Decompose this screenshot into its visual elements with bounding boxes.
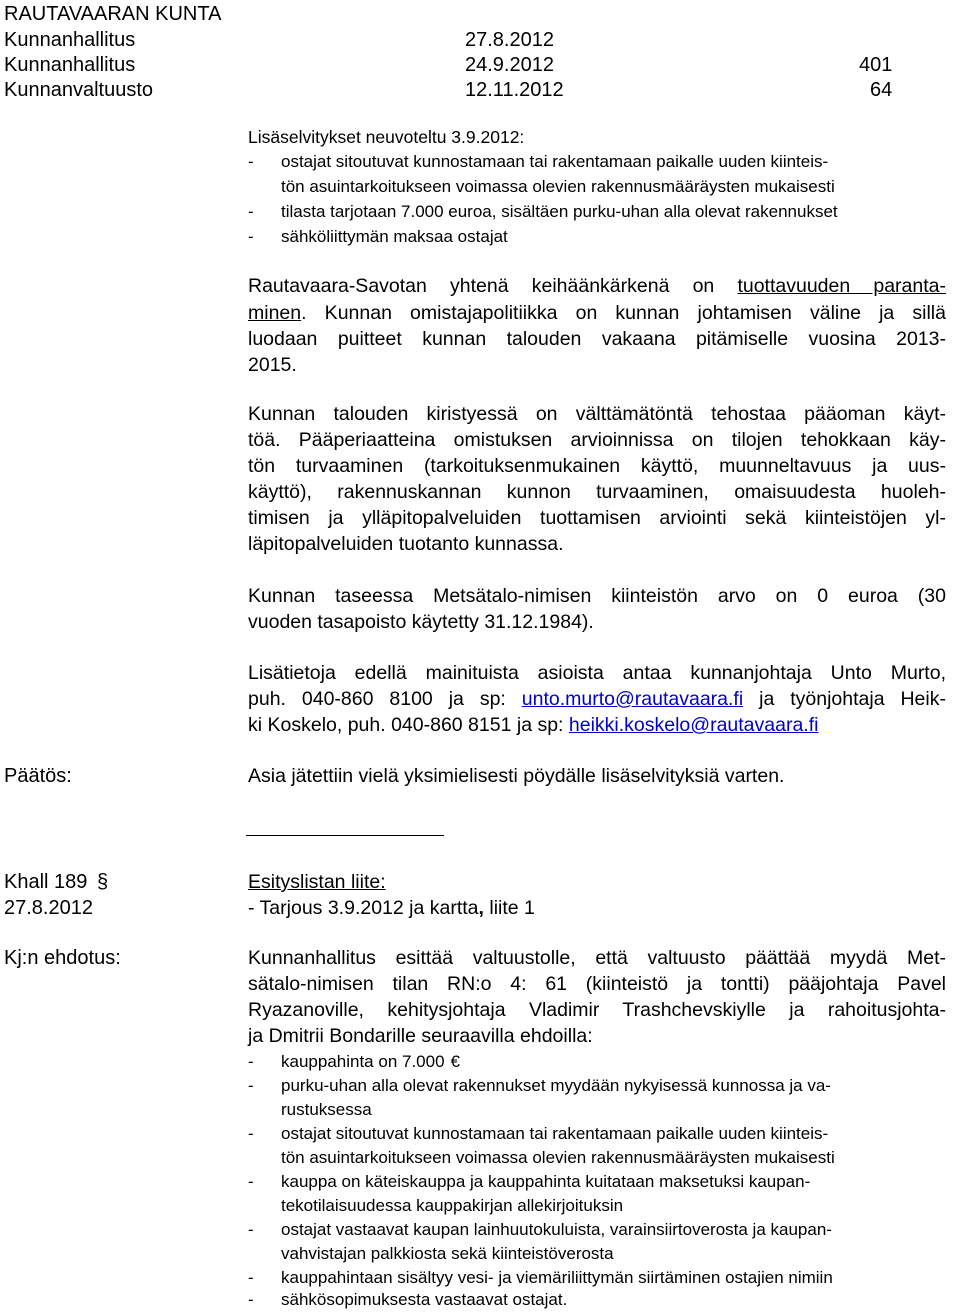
paragraph-line: Kunnan taseessa Metsätalo-nimisen kiinteistön arvo on 0 euroa (30 (248, 585, 946, 607)
list-bullet: - (248, 1124, 254, 1143)
paragraph-line: käyttö), rakennuskannan kunnon turvaaminen, omaisuudesta huoleh- (248, 481, 946, 503)
proposal-label: Kj:n ehdotus: (4, 947, 121, 969)
paragraph-line: Lisätietoja edellä mainituista asioista antaa kunnanjohtaja Unto Murto, (248, 662, 946, 684)
list-item-line: vahvistajan palkkiosta sekä kiinteistöverosta (281, 1244, 614, 1263)
list-bullet: - (248, 1220, 254, 1239)
list-item-line: tön asuintarkoitukseen voimassa olevien rakennusmääräysten mukaisesti (281, 177, 835, 196)
paragraph-line: töä. Pääperiaatteina omistuksen arvioinnissa on tilojen tehokkaan käy- (248, 429, 946, 451)
paragraph-line: ja Dmitrii Bondarille seuraavilla ehdoilla: (248, 1025, 593, 1047)
attachments-title: Esityslistan liite: (248, 871, 386, 893)
separator-line (246, 835, 444, 836)
khall-label (4, 871, 108, 894)
text: . Kunnan omistajapolitiikka on kunnan johtamisen väline ja sillä (301, 302, 946, 324)
list-item-line: kauppa on käteiskauppa ja kauppahinta kuitataan maksetuksi kaupan- (281, 1172, 811, 1191)
text: Rautavaara-Savotan yhtenä keihäänkärkenä on (248, 275, 715, 297)
header-date: 12.11.2012 (465, 79, 564, 101)
paragraph-line: vuoden tasapoisto käytetty 31.12.1984). (248, 611, 594, 633)
email-link-heikki-koskelo[interactable]: heikki.koskelo@rautavaara.fi (568, 714, 819, 736)
paragraph-line: 2015. (248, 354, 297, 376)
paragraph-line: timisen ja ylläpitopalveluiden tuottamisen arviointi sekä kiinteistöjen yl- (248, 507, 946, 529)
list-item-line: rustuksessa (281, 1100, 372, 1119)
paragraph-line: läpitopalveluiden tuotanto kunnassa. (248, 533, 564, 555)
text: - Tarjous 3.9.2012 ja kartta (248, 897, 479, 919)
list-item-line: ostajat vastaavat kaupan lainhuutokuluista, varainsiirtoverosta ja kaupan- (281, 1220, 832, 1239)
list-item-line: purku-uhan alla olevat rakennukset myydään nykyisessä kunnossa ja va- (281, 1076, 831, 1095)
list-bullet: - (248, 1268, 254, 1287)
text: liite 1 (483, 897, 535, 919)
euro-icon: € (450, 1052, 461, 1071)
paragraph-line: Kunnanhallitus esittää valtuustolle, että valtuusto päättää myydä Met- (248, 947, 946, 969)
header-section-number: 401 (859, 54, 893, 76)
header-date: 24.9.2012 (465, 54, 554, 76)
list-item-line: ostajat sitoutuvat kunnostamaan tai rakentamaan paikalle uuden kiinteis- (281, 152, 829, 171)
decision-text: Asia jätettiin vielä yksimielisesti pöydälle lisäselvityksiä varten. (248, 765, 785, 787)
paragraph-line: luodaan puitteet kunnan talouden vakaana pitämiselle vuosina 2013- (248, 328, 946, 350)
decision-label: Päätös: (4, 765, 72, 787)
list-bullet: - (248, 1172, 254, 1191)
list-item-line: tön asuintarkoitukseen voimassa olevien rakennusmääräysten mukaisesti (281, 1148, 835, 1167)
paragraph-line: tön turvaaminen (tarkoituksenmukainen käyttö, muunneltavuus ja uus- (248, 455, 946, 477)
paragraph-line: Ryazanoville, kehitysjohtaja Vladimir Trashchevskiylle ja rahoitusjohta- (248, 999, 946, 1021)
list-item-line: tekotilaisuudessa kauppakirjan allekirjoituksin (281, 1196, 624, 1215)
productivity-term: tuottavuuden paranta- (737, 275, 946, 297)
list-item-line: sähköliittymän maksaa ostajat (281, 227, 508, 246)
section-sign-icon: § (96, 871, 109, 893)
paragraph-line (248, 275, 946, 298)
list-bullet: - (248, 152, 254, 171)
organization-name: RAUTAVAARAN KUNTA (4, 3, 222, 25)
list-bullet: - (248, 227, 254, 246)
list-item-line: tilasta tarjotaan 7.000 euroa, sisältäen purku-uhan alla olevat rakennukset (281, 202, 838, 221)
list-bullet: - (248, 202, 254, 221)
paragraph-line: sätalo-nimisen tilan RN:o 4: 61 (kiinteistö ja tontti) pääjohtaja Pavel (248, 973, 946, 995)
paragraph-line (248, 714, 946, 737)
paragraph-line (248, 688, 946, 711)
productivity-term: minen (248, 302, 302, 324)
header-body: Kunnanvaltuusto (4, 79, 154, 101)
list-item-line: kauppahintaan sisältyy vesi- ja viemäriliittymän siirtäminen ostajien nimiin (281, 1268, 833, 1287)
header-section-number: 64 (870, 79, 893, 101)
paragraph-line (248, 302, 946, 325)
text: ja työnjohtaja Heik- (743, 688, 946, 710)
email-link-unto-murto[interactable]: unto.murto@rautavaara.fi (521, 688, 744, 710)
list-item-line: sähkösopimuksesta vastaavat ostajat. (281, 1290, 568, 1309)
list-bullet: - (248, 1290, 254, 1309)
khall-date: 27.8.2012 (4, 897, 93, 919)
text: puh. 040-860 8100 ja sp: (248, 688, 522, 710)
header-body: Kunnanhallitus (4, 29, 136, 51)
khall-section: Khall 189 (4, 871, 88, 893)
text: ki Koskelo, puh. 040-860 8151 ja sp: (248, 714, 569, 736)
comma: , (478, 897, 484, 919)
clarification-title: Lisäselvitykset neuvoteltu 3.9.2012: (248, 127, 525, 147)
header-body: Kunnanhallitus (4, 54, 136, 76)
attachment-item (248, 897, 946, 920)
list-item-line: ostajat sitoutuvat kunnostamaan tai rakentamaan paikalle uuden kiinteis- (281, 1124, 829, 1143)
list-bullet: - (248, 1076, 254, 1095)
list-bullet: - (248, 1052, 254, 1071)
list-item-line (281, 1052, 946, 1072)
price-text: kauppahinta on 7.000 (281, 1052, 445, 1071)
header-date: 27.8.2012 (465, 29, 554, 51)
paragraph-line: Kunnan talouden kiristyessä on välttämätöntä tehostaa pääoman käyt- (248, 403, 946, 425)
